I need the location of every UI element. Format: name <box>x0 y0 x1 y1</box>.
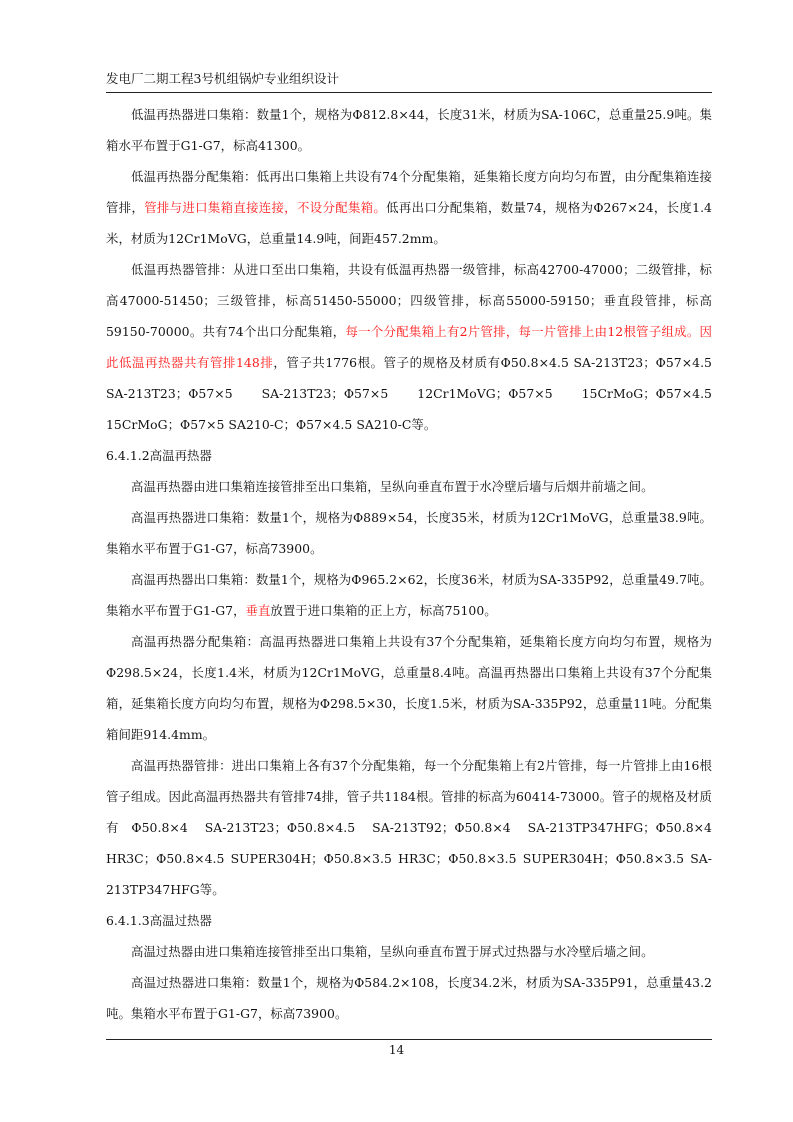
body-paragraph <box>106 564 712 626</box>
text-segment: 6.4.1.3高温过热器 <box>106 913 212 928</box>
text-segment: 6.4.1.2高温再热器 <box>106 448 212 463</box>
body-paragraph <box>106 471 712 502</box>
text-segment: 高温过热器由进口集箱连接管排至出口集箱，呈纵向垂直布置于屏式过热器与水冷壁后墙之间。 <box>131 944 654 959</box>
highlighted-text: 管排与进口集箱直接连接，不设分配集箱。 <box>144 200 387 215</box>
body-paragraph <box>106 502 712 564</box>
document-body <box>106 99 712 1029</box>
text-segment: 高温过热器进口集箱：数量1个，规格为Φ584.2×108，长度34.2米，材质为SA-335P91，总重量43.2吨。集箱水平布置于G1-G7，标高73900。 <box>106 975 712 1021</box>
body-paragraph <box>106 161 712 254</box>
page-header-title: 发电厂二期工程3号机组锅炉专业组织设计 <box>106 71 339 86</box>
header-rule <box>106 92 712 93</box>
body-paragraph <box>106 254 712 440</box>
text-segment: 高温再热器进口集箱：数量1个，规格为Φ889×54，长度35米，材质为12Cr1MoVG，总重量38.9吨。集箱水平布置于G1-G7，标高73900。 <box>106 510 712 556</box>
text-segment: 高温再热器分配集箱：高温再热器进口集箱上共设有37个分配集箱，延集箱长度方向均匀布置，规格为Φ298.5×24，长度1.4米，材质为12Cr1MoVG，总重量8.4吨。高温再热器出口集箱上共设有37个分配集箱，延集箱长度方向均匀布置，规格为Φ298.5×30，长度1.5米，材质为SA-335P92，总重量11吨。分配集箱间距914.4mm。 <box>106 634 712 742</box>
body-paragraph <box>106 967 712 1029</box>
text-segment: 高温再热器由进口集箱连接管排至出口集箱，呈纵向垂直布置于水冷壁后墙与后烟井前墙之间。 <box>131 479 654 494</box>
text-segment: 高温再热器出口集箱：数量1个，规格为Φ965.2×62，长度36米，材质为SA-335P92，总重量49.7吨。集箱水平布置于G1-G7， <box>106 572 712 618</box>
section-heading <box>106 440 712 471</box>
highlighted-text: 每一个分配集箱上有2片管排，每一片管排上由12根管子组成。因此低温再热器共有管排148排 <box>106 324 712 370</box>
text-segment: 低温再热器进口集箱：数量1个，规格为Φ812.8×44，长度31米，材质为SA-106C，总重量25.9吨。集箱水平布置于G1-G7，标高41300。 <box>106 107 712 153</box>
footer-rule <box>106 1039 712 1040</box>
body-paragraph <box>106 936 712 967</box>
text-segment: 低温再热器分配集箱：低再出口集箱上共设有74个分配集箱，延集箱长度方向均匀布置，由分配集箱连接管排， <box>106 169 712 215</box>
body-paragraph <box>106 99 712 161</box>
body-paragraph <box>106 750 712 905</box>
body-paragraph <box>106 626 712 750</box>
text-segment: 高温再热器管排：进出口集箱上各有37个分配集箱，每一个分配集箱上有2片管排，每一片管排上由16根管子组成。因此高温再热器共有管排74排，管子共1184根。管排的标高为60414-73000。管子的规格及材质有Φ50.8×4 SA-213T23；Φ50.8×4.5 SA-213T92；Φ50.8×4 SA-213TP347HFG；Φ50.8×4 HR3C；Φ50.8×4.5 SUPER304H；Φ50.8×3.5 HR3C；Φ50.8×3.5 SUPER304H；Φ50.8×3.5 SA-213TP347HFG等。 <box>106 758 712 897</box>
text-segment: ，管子共1776根。管子的规格及材质有Φ50.8×4.5 SA-213T23；Φ57×4.5 SA-213T23；Φ57×5 SA-213T23；Φ57×5 12Cr1MoVG；Φ57×5 15CrMoG；Φ57×4.5 15CrMoG；Φ57×5 SA210-C；Φ57×4.5 SA210-C等。 <box>106 355 712 432</box>
text-segment: 低温再热器管排：从进口至出口集箱，共设有低温再热器一级管排，标高42700-47000；二级管排，标高47000-51450；三级管排，标高51450-55000；四级管排，标高55000-59150；垂直段管排，标高59150-70000。共有74个出口分配集箱， <box>106 262 712 339</box>
page-number: 14 <box>388 1043 405 1057</box>
highlighted-text: 垂直 <box>245 603 271 618</box>
text-segment: 低再出口分配集箱，数量74，规格为Φ267×24，长度1.4米，材质为12Cr1MoVG，总重量14.9吨，间距457.2mm。 <box>106 200 712 246</box>
text-segment: 放置于进口集箱的正上方，标高75100。 <box>270 603 497 618</box>
section-heading <box>106 905 712 936</box>
